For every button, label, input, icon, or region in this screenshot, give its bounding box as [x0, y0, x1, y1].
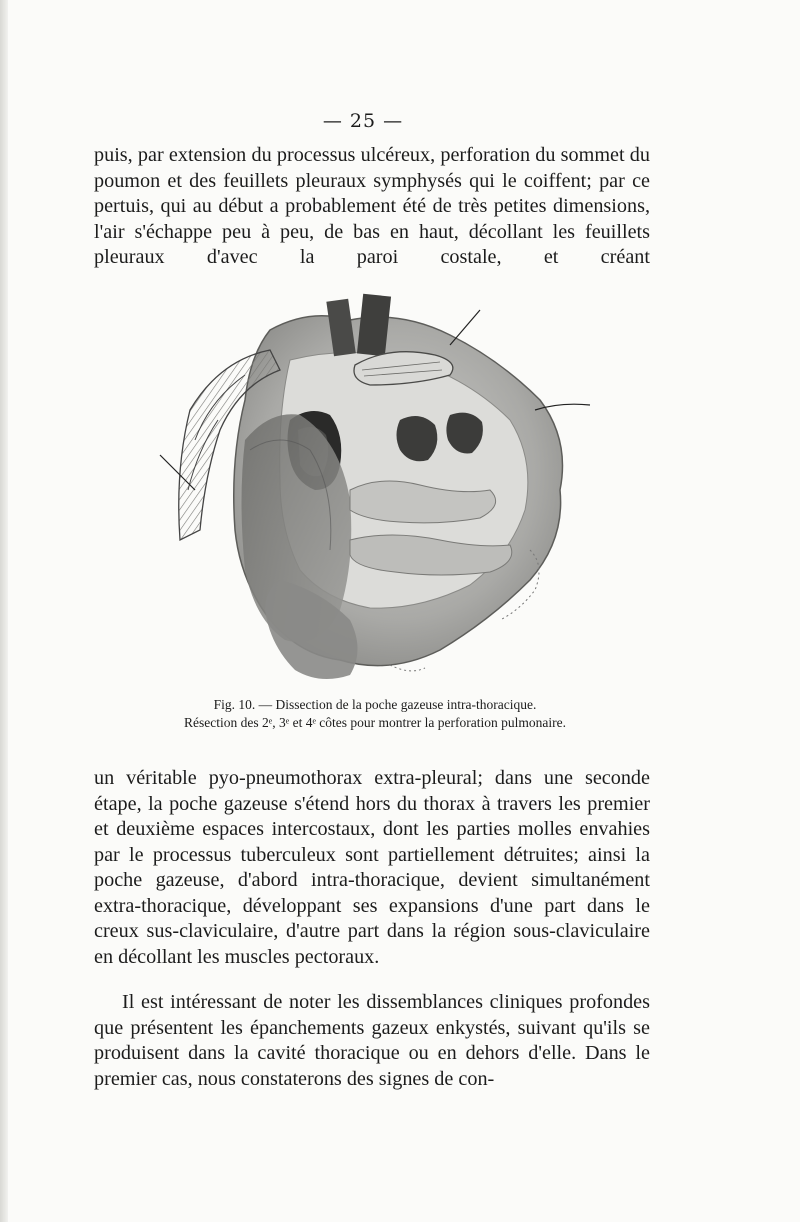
page-edge-shadow: [0, 0, 8, 1222]
paragraph-1: puis, par extension du processus ulcéreux, perforation du sommet du poumon et des feuillets pleuraux symphysés qui le coiffent; par ce pertuis, qui au début a probablement été de très petites dimensions, l'air s'échappe peu à peu, de bas en haut, décollant les feuillets pleuraux d'avec la paroi costale, et créant: [94, 144, 650, 268]
paragraph-3: Il est intéressant de noter les dissemblances cliniques profondes que présentent les épanchements gazeux enkystés, suivant qu'ils se produisent dans la cavité thoracique ou en dehors d'elle. Dans le premier cas, nous constaterons des signes de con-: [94, 991, 650, 1090]
paragraph-2: un véritable pyo-pneumothorax extra-pleural; dans une seconde étape, la poche gazeuse s'étend hors du thorax à travers les premier et deuxième espaces intercostaux, dont les parties molles envahies par le processus tuberculeux sont partiellement détruites; ainsi la poche gazeuse, d'abord intra-thoracique, devient simultanément extra-thoracique, développant ses expansions d'une part dans le creux sus-claviculaire, d'autre part dans la région sous-claviculaire en décollant les muscles pectoraux.: [94, 767, 650, 968]
anatomical-illustration: [150, 290, 610, 690]
figure-caption-title: Fig. 10. — Dissection de la poche gazeuse intra-thoracique.: [213, 697, 537, 712]
page-number: — 25 —: [322, 110, 404, 132]
retractor-hook: [450, 310, 480, 345]
figure-caption-subtitle: Résection des 2ᵉ, 3ᵉ et 4ᵉ côtes pour montrer la perforation pulmonaire.: [184, 715, 566, 730]
